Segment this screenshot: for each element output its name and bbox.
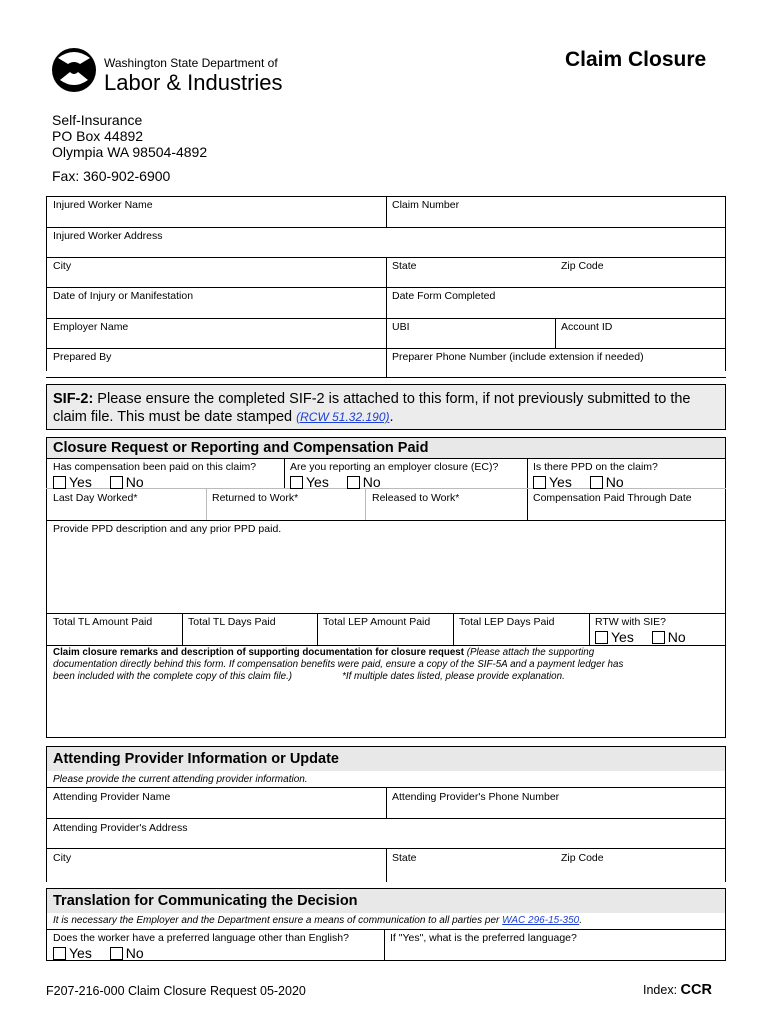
employer-name-field[interactable]: Employer Name	[53, 321, 129, 333]
page-title: Claim Closure	[565, 48, 707, 71]
sif2-text: Please ensure the completed SIF-2 is attached to this form, if not previously submitted to the	[93, 391, 691, 407]
ubi-field[interactable]: UBI	[392, 321, 410, 333]
state-field[interactable]: State	[392, 260, 417, 272]
language-no-checkbox[interactable]	[110, 947, 123, 960]
language-yes-checkbox[interactable]	[53, 947, 66, 960]
comp-paid-through-field[interactable]: Compensation Paid Through Date	[533, 492, 692, 504]
employer-closure-question: Are you reporting an employer closure (EC)?	[290, 461, 499, 473]
provider-zip-field[interactable]: Zip Code	[561, 852, 604, 864]
preferred-language-question: Does the worker have a preferred language other than English?	[53, 932, 349, 944]
form-index: Index: CCR	[643, 982, 712, 998]
lni-logo-icon	[50, 44, 98, 94]
logo-line2: Labor & Industries	[104, 70, 283, 95]
employer-closure-yes-checkbox[interactable]	[290, 476, 303, 489]
ppd-yes-checkbox[interactable]	[533, 476, 546, 489]
returned-to-work-field[interactable]: Returned to Work*	[212, 492, 299, 504]
account-id-field[interactable]: Account ID	[561, 321, 613, 333]
remarks-note: *If multiple dates listed, please provide explanation.	[342, 671, 565, 682]
sif2-text: claim file. This must be date stamped	[53, 409, 297, 425]
date-form-completed-field[interactable]: Date Form Completed	[392, 290, 496, 302]
prepared-by-field[interactable]: Prepared By	[53, 351, 112, 363]
preparer-phone-field[interactable]: Preparer Phone Number (include extension if needed)	[392, 351, 644, 363]
lni-logo	[50, 44, 283, 95]
preferred-language-field[interactable]: If "Yes", what is the preferred language?	[390, 932, 577, 944]
total-lep-days-field[interactable]: Total LEP Days Paid	[459, 616, 555, 628]
city-field[interactable]: City	[53, 260, 72, 272]
fax-number: Fax: 360-902-6900	[52, 168, 171, 184]
mailing-address	[52, 112, 207, 160]
injured-worker-name-field[interactable]: Injured Worker Name	[53, 199, 153, 211]
total-tl-amount-field[interactable]: Total TL Amount Paid	[53, 616, 153, 628]
rtw-sie-question: RTW with SIE?	[595, 616, 666, 628]
comp-paid-no-checkbox[interactable]	[110, 476, 123, 489]
claim-number-field[interactable]: Claim Number	[392, 199, 460, 211]
provider-state-field[interactable]: State	[392, 852, 417, 864]
released-to-work-field[interactable]: Released to Work*	[372, 492, 460, 504]
last-day-worked-field[interactable]: Last Day Worked*	[53, 492, 138, 504]
total-tl-days-field[interactable]: Total TL Days Paid	[188, 616, 276, 628]
provider-city-field[interactable]: City	[53, 852, 72, 864]
closure-remarks-field[interactable]: Claim closure remarks and description of supporting documentation for closure request (Please attach the supporting documentation directly behind this form. If compensation benefits were paid, ensure a copy of the SIF-5A and a payment ledger has been included with the complete copy of this claim file.) *If multiple dates listed, please provide explanation.	[53, 647, 721, 683]
rcw-link[interactable]: (RCW 51.32.190)	[296, 410, 390, 424]
date-of-injury-field[interactable]: Date of Injury or Manifestation	[53, 290, 194, 302]
address-line: Olympia WA 98504-4892	[52, 144, 208, 160]
injured-worker-address-field[interactable]: Injured Worker Address	[53, 230, 163, 242]
form-id: F207-216-000 Claim Closure Request 05-2020	[46, 984, 306, 998]
rtw-sie-options: Yes No	[595, 629, 686, 645]
employer-closure-options: Yes No	[290, 474, 381, 490]
provider-phone-field[interactable]: Attending Provider's Phone Number	[392, 791, 560, 803]
translation-note: It is necessary the Employer and the Department ensure a means of communication to all parties per WAC 296-15-350.	[53, 915, 582, 926]
comp-paid-question: Has compensation been paid on this claim?	[53, 461, 257, 473]
total-lep-amount-field[interactable]: Total LEP Amount Paid	[323, 616, 431, 628]
remarks-heading: Claim closure remarks and description of supporting documentation for closure request	[53, 647, 465, 658]
preferred-language-options: Yes No	[53, 945, 144, 961]
remarks-line: documentation directly behind this form. If compensation benefits were paid, ensure a copy of the SIF-5A and a payment ledger has	[53, 659, 624, 670]
sif2-notice: SIF-2: Please ensure the completed SIF-2 is attached to this form, if not previously submitted to the claim file. This must be date stamped (RCW 51.32.190).	[46, 384, 726, 430]
sif2-label: SIF-2:	[53, 391, 94, 407]
comp-paid-yes-checkbox[interactable]	[53, 476, 66, 489]
provider-address-field[interactable]: Attending Provider's Address	[53, 822, 188, 834]
rtw-sie-yes-checkbox[interactable]	[595, 631, 608, 644]
employer-closure-no-checkbox[interactable]	[347, 476, 360, 489]
ppd-no-checkbox[interactable]	[590, 476, 603, 489]
closure-section	[46, 437, 726, 738]
rtw-sie-no-checkbox[interactable]	[652, 631, 665, 644]
provider-note: Please provide the current attending provider information.	[53, 774, 308, 785]
ppd-description-field[interactable]: Provide PPD description and any prior PPD paid.	[53, 523, 282, 535]
translation-heading: Translation for Communicating the Decision	[47, 889, 725, 913]
wac-link[interactable]: WAC 296-15-350	[502, 915, 580, 926]
provider-heading: Attending Provider Information or Update	[47, 747, 725, 771]
comp-paid-options: Yes No	[53, 474, 144, 490]
provider-name-field[interactable]: Attending Provider Name	[53, 791, 171, 803]
index-value: CCR	[680, 982, 712, 998]
address-line: PO Box 44892	[52, 128, 144, 144]
ppd-question: Is there PPD on the claim?	[533, 461, 658, 473]
closure-heading: Closure Request or Reporting and Compensation Paid	[47, 438, 725, 458]
zip-field[interactable]: Zip Code	[561, 260, 604, 272]
address-line: Self-Insurance	[52, 112, 143, 128]
remarks-line: been included with the complete copy of this claim file.)	[53, 671, 293, 682]
ppd-options: Yes No	[533, 474, 624, 490]
logo-line1: Washington State Department of	[104, 56, 278, 70]
